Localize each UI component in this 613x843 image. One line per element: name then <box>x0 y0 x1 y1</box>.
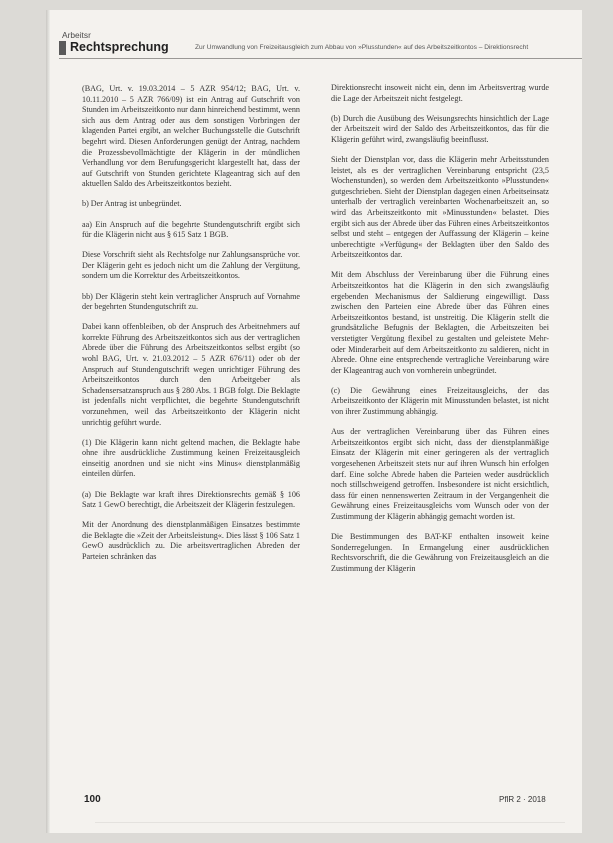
paragraph: Aus der vertraglichen Vereinbarung über das Führen eines Arbeitszeitkontos ergibt sich nicht, dass der dienstplanmäßige Einsatz der Klägerin mit einer geringeren als der vertraglich vorgesehenen Arbeitszeit stets nur auf ihren Wunsch hin erfolgen darf. Eine solche Abrede haben die Parteien weder ausdrücklich noch stillschweigend getroffen. Insbesondere ist nicht ersichtlich, dass für einen nennenswerten Zeitraum in der Vergangenheit die Gewährung eines Freizeitausgleichs vom Wunsch oder von der Zustimmung der Klägerin abhängig gemacht worden ist. <box>331 427 549 521</box>
paragraph: (a) Die Beklagte war kraft ihres Direktionsrechts gemäß § 106 Satz 1 GewO berechtigt, die Arbeitszeit der Klägerin festzulegen. <box>82 489 300 510</box>
paragraph: Mit der Anordnung des dienstplanmäßigen Einsatzes bestimmte die Beklagte die »Zeit der Arbeitsleistung«. Dies lässt § 106 Satz 1 GewO ausdrücklich zu. Die arbeitsvertraglichen Abreden der Parteien schränken das <box>82 520 300 561</box>
paragraph: b) Der Antrag ist unbegründet. <box>82 199 182 209</box>
paragraph: (c) Die Gewährung eines Freizeitausgleichs, der das Arbeitszeitkonto der Klägerin mit Minusstunden belastet, ist nicht von ihrer Zustimmung abhängig. <box>331 385 549 417</box>
header-marker <box>59 41 66 55</box>
paragraph: aa) Ein Anspruch auf die begehrte Stundengutschrift ergibt sich für die Klägerin nicht aus § 615 Satz 1 BGB. <box>82 219 300 240</box>
page-subtitle: Zur Umwandlung von Freizeitausgleich zum Abbau von »Plusstunden« auf des Arbeitszeitkontos – Direktionsrecht <box>195 44 529 51</box>
journal-issue: PflR 2 · 2018 <box>499 795 546 804</box>
paragraph: Mit dem Abschluss der Vereinbarung über die Führung eines Arbeitszeitkontos hat die Klägerin in den sich zwangsläufig ergebenden Mechanismus der Saldierung eingewilligt. Dass zwischen den Parteien eine Abrede über das Führen eines Arbeitszeitkontos bestand, ist unstreitig. Die Klägerin stellt die grundsätzliche Befugnis der Beklagten, die Arbeitszeiten bei verstetigter Vergütung flexibel zu gestalten und geleistete Mehr- oder Minderarbeit auf dem Arbeitszeitkonto zu saldieren, nicht in Abrede. Ohne eine entsprechende vertragliche Vereinbarung wäre der Klageantrag auch von vornherein unbegründet. <box>331 270 549 375</box>
section-label: Arbeitsr <box>62 30 91 40</box>
paragraph: Diese Vorschrift sieht als Rechtsfolge nur Zahlungsansprüche vor. Der Klägerin geht es jedoch nicht um die Zahlung der Vergütung, sondern um die Korrektur des Arbeitszeitkontos. <box>82 250 300 281</box>
right-column <box>331 83 549 584</box>
paragraph: Sieht der Dienstplan vor, dass die Klägerin mehr Arbeitsstunden leistet, als es der vertraglichen Vereinbarung entspricht (23,5 Wochenstunden), so werden dem Arbeitszeitkonto »Plusstunden« gutgeschrieben. Sieht der Dienstplan dagegen einen Arbeitseinsatz unterhalb der vertraglich vereinbarten Wochenarbeitszeit an, so wird das Arbeitszeitkonto mit »Minusstunden« belastet. Dies ergibt sich aus der Abrede über das Führen eines Arbeitszeitkontos selbst und steht – entgegen der Auffassung der Klägerin – keine unberechtigte »Verfügung« der Beklagten über den Saldo des Arbeitszeitkontos dar. <box>331 154 549 260</box>
paragraph: Direktionsrecht insoweit nicht ein, denn im Arbeitsvertrag wurde die Lage der Arbeitszeit nicht festgelegt. <box>331 83 549 103</box>
scan-artifact-line <box>95 822 565 823</box>
page-number: 100 <box>84 794 101 805</box>
paragraph: (1) Die Klägerin kann nicht geltend machen, die Beklagte habe ohne ihre ausdrückliche Zustimmung keinen Freizeitausgleich einseitig anordnen und sie nicht »ins Minus« dienstplanmäßig einteilen dürfen. <box>82 437 300 479</box>
paragraph: Dabei kann offenbleiben, ob der Anspruch des Arbeitnehmers auf korrekte Führung des Arbeitszeitkontos sich aus der vertraglichen Abrede über die Führung des Arbeitszeitkontos selbst ergibt (so wohl BAG, Urt. v. 21.03.2012 – 5 AZR 676/11) oder ob der Anspruch auf Stundengutschrift wegen unrichtiger Führung des Arbeitszeitkontos durch den Arbeitgeber als Schadensersatzanspruch aus § 280 Abs. 1 BGB folgt. Die Beklagte ist jedenfalls nicht verpflichtet, die begehrte Stundengutschrift vorzunehmen, weil das Arbeitszeitkonto der Klägerin nicht unrichtig geführt wurde. <box>82 322 300 427</box>
paragraph: (BAG, Urt. v. 19.03.2014 – 5 AZR 954/12; BAG, Urt. v. 10.11.2010 – 5 AZR 766/09) ist ein Antrag auf Gutschrift von Stunden im Arbeitszeitkonto nur dann hinreichend bestimmt, wenn sich aus dem Antrag oder aus dem sonstigen Vorbringen der klagenden Partei ergibt, an welcher Buchungsstelle die Gutschrift begehrt wird. Diesen Anforderungen genügt der Antrag, nachdem die Prozessbevollmächtigte der Klägerin in der mündlichen Verhandlung vor dem Berufungsgericht klargestellt hat, dass der auf Gutschrift von Stunden gerichtete Klageantrag sich auf den aktuellen Saldo des Arbeitszeitkontos bezieht. <box>82 84 300 189</box>
left-column <box>82 84 300 572</box>
paragraph: (b) Durch die Ausübung des Weisungsrechts hinsichtlich der Lage der Arbeitszeit wird der Saldo des Arbeitszeitkontos, das für die Klägerin geführt wird, zwangsläufig beeinflusst. <box>331 113 549 144</box>
paragraph: bb) Der Klägerin steht kein vertraglicher Anspruch auf Vornahme der begehrten Stundengutschrift zu. <box>82 291 300 312</box>
page-title: Rechtsprechung <box>70 40 169 54</box>
paragraph: Die Bestimmungen des BAT-KF enthalten insoweit keine Sonderregelungen. In Ermangelung einer ausdrücklichen Rechtsvorschrift, die die Gewährung von Freizeitausgleich an die Zustimmung der Klägerin <box>331 531 549 573</box>
header-rule <box>59 58 582 59</box>
